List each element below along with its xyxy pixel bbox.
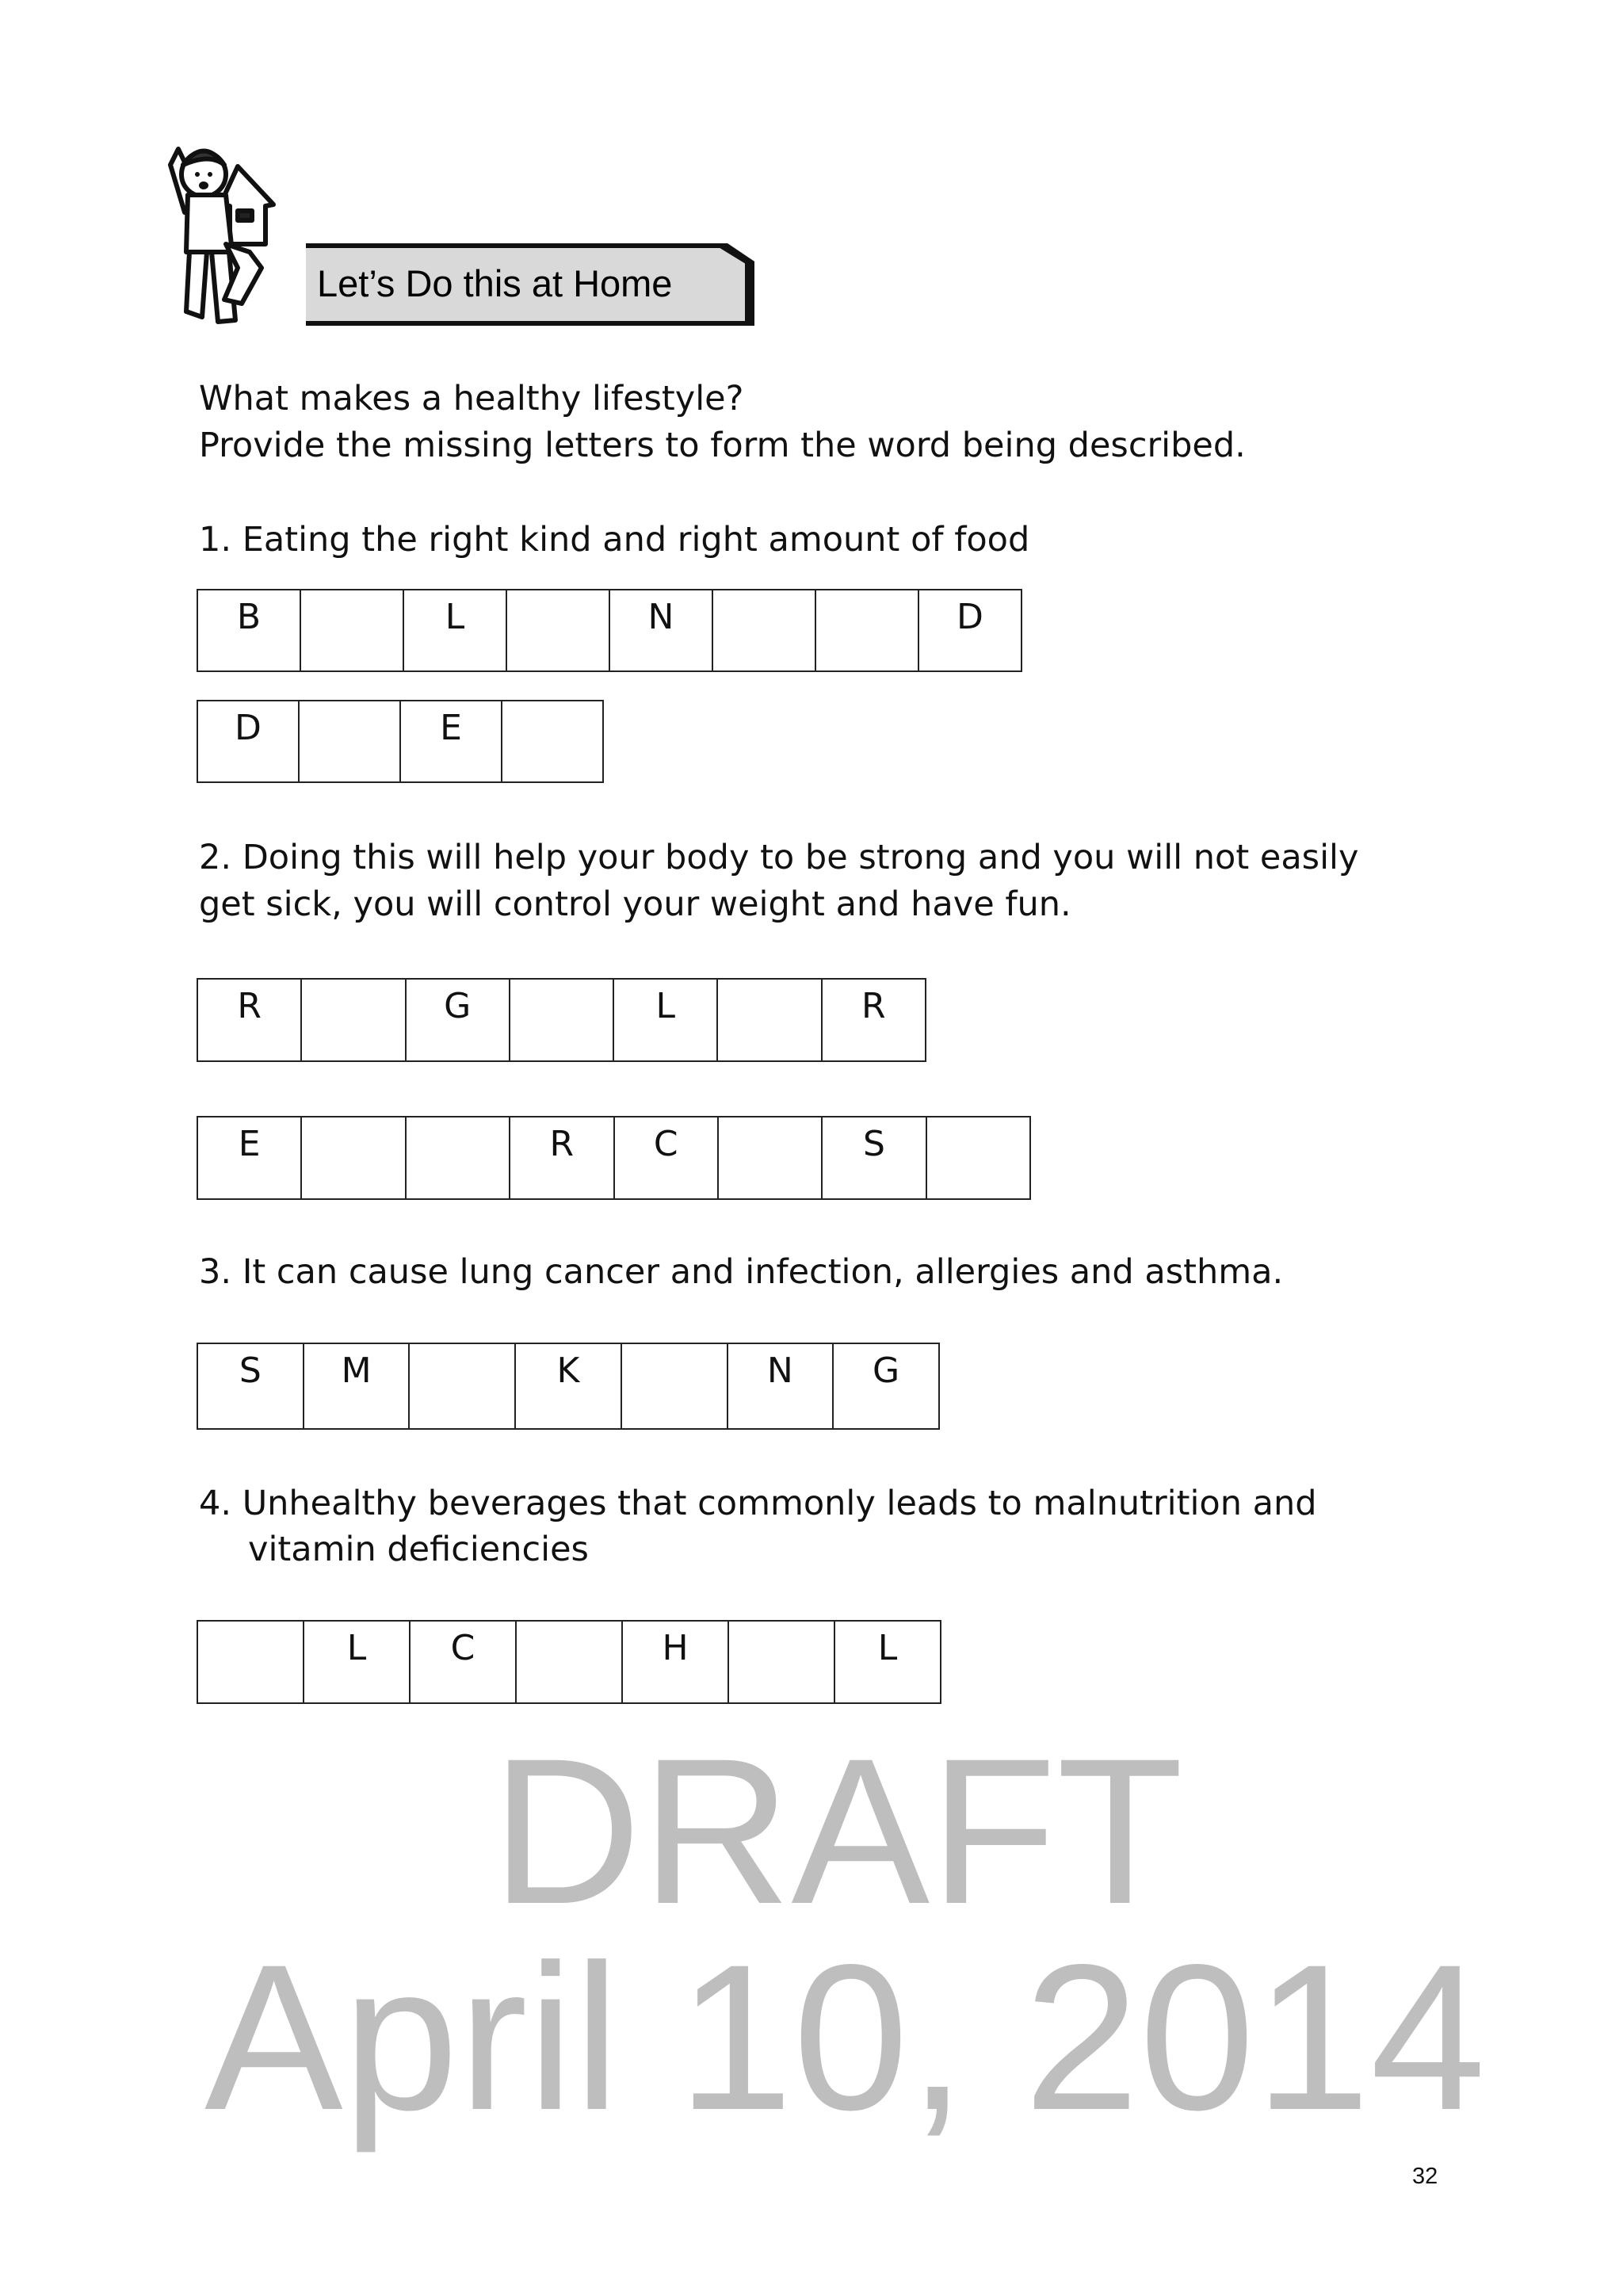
item-2-text-line-2: get sick, you will control your weight and have fun. (199, 884, 1071, 924)
letter-box-filled: S (823, 1117, 926, 1198)
letter-box-filled: L (404, 590, 507, 670)
letter-box-blank[interactable] (816, 590, 919, 670)
item-2-grid-2 (197, 1116, 1031, 1200)
letter-box-filled: N (728, 1344, 834, 1428)
item-3-grid (197, 1343, 940, 1430)
letter-box-blank[interactable] (302, 1117, 406, 1198)
item-1-text: 1. Eating the right kind and right amount of food (199, 520, 1030, 560)
section-title: Let’s Do this at Home (317, 262, 673, 304)
letter-box-blank[interactable] (510, 980, 614, 1060)
letter-box-blank[interactable] (502, 701, 604, 781)
letter-box-filled: B (198, 590, 301, 670)
letter-box-blank[interactable] (300, 701, 401, 781)
letter-box-filled: G (407, 980, 510, 1060)
page-number: 32 (1412, 2164, 1438, 2189)
item-3-text: 3. It can cause lung cancer and infection, allergies and asthma. (199, 1252, 1284, 1292)
letter-box-filled: L (304, 1622, 411, 1702)
letter-box-filled: N (610, 590, 713, 670)
letter-box-filled: G (834, 1344, 940, 1428)
item-4-text-line-2: vitamin deficiencies (248, 1530, 589, 1569)
letter-box-filled: H (623, 1622, 729, 1702)
kid-with-house-illustration (162, 133, 329, 330)
letter-box-filled: E (401, 701, 502, 781)
letter-box-filled: E (198, 1117, 302, 1198)
letter-box-filled: L (614, 980, 718, 1060)
intro-question: What makes a healthy lifestyle? (199, 379, 744, 418)
letter-box-filled: R (198, 980, 302, 1060)
letter-box-blank[interactable] (198, 1622, 304, 1702)
letter-box-filled: D (919, 590, 1022, 670)
item-1-grid-2 (197, 700, 604, 783)
letter-box-filled: S (198, 1344, 304, 1428)
letter-box-blank[interactable] (729, 1622, 835, 1702)
letter-box-filled: R (823, 980, 926, 1060)
letter-box-blank[interactable] (410, 1344, 516, 1428)
item-2-text-line-1: 2. Doing this will help your body to be strong and you will not easily (199, 838, 1359, 877)
letter-box-blank[interactable] (407, 1117, 510, 1198)
letter-box-blank[interactable] (517, 1622, 623, 1702)
watermark-draft: DRAFT (491, 1715, 1184, 1947)
letter-box-filled: C (411, 1622, 517, 1702)
item-1-grid-1 (197, 589, 1022, 672)
item-4-grid (197, 1620, 941, 1704)
letter-box-filled: L (835, 1622, 941, 1702)
watermark-date: April 10, 2014 (204, 1921, 1486, 2153)
letter-box-filled: K (516, 1344, 622, 1428)
letter-box-filled: D (198, 701, 300, 781)
letter-box-blank[interactable] (301, 590, 404, 670)
letter-box-blank[interactable] (507, 590, 610, 670)
item-4-text-line-1: 4. Unhealthy beverages that commonly leads to malnutrition and (199, 1484, 1317, 1523)
letter-box-blank[interactable] (713, 590, 816, 670)
item-2-grid-1 (197, 978, 926, 1062)
letter-box-blank[interactable] (719, 1117, 823, 1198)
letter-box-blank[interactable] (927, 1117, 1031, 1198)
intro-instruction: Provide the missing letters to form the word being described. (199, 426, 1246, 465)
letter-box-filled: C (615, 1117, 719, 1198)
letter-box-blank[interactable] (718, 980, 822, 1060)
letter-box-filled: M (304, 1344, 411, 1428)
letter-box-filled: R (510, 1117, 614, 1198)
letter-box-blank[interactable] (622, 1344, 728, 1428)
letter-box-blank[interactable] (302, 980, 406, 1060)
